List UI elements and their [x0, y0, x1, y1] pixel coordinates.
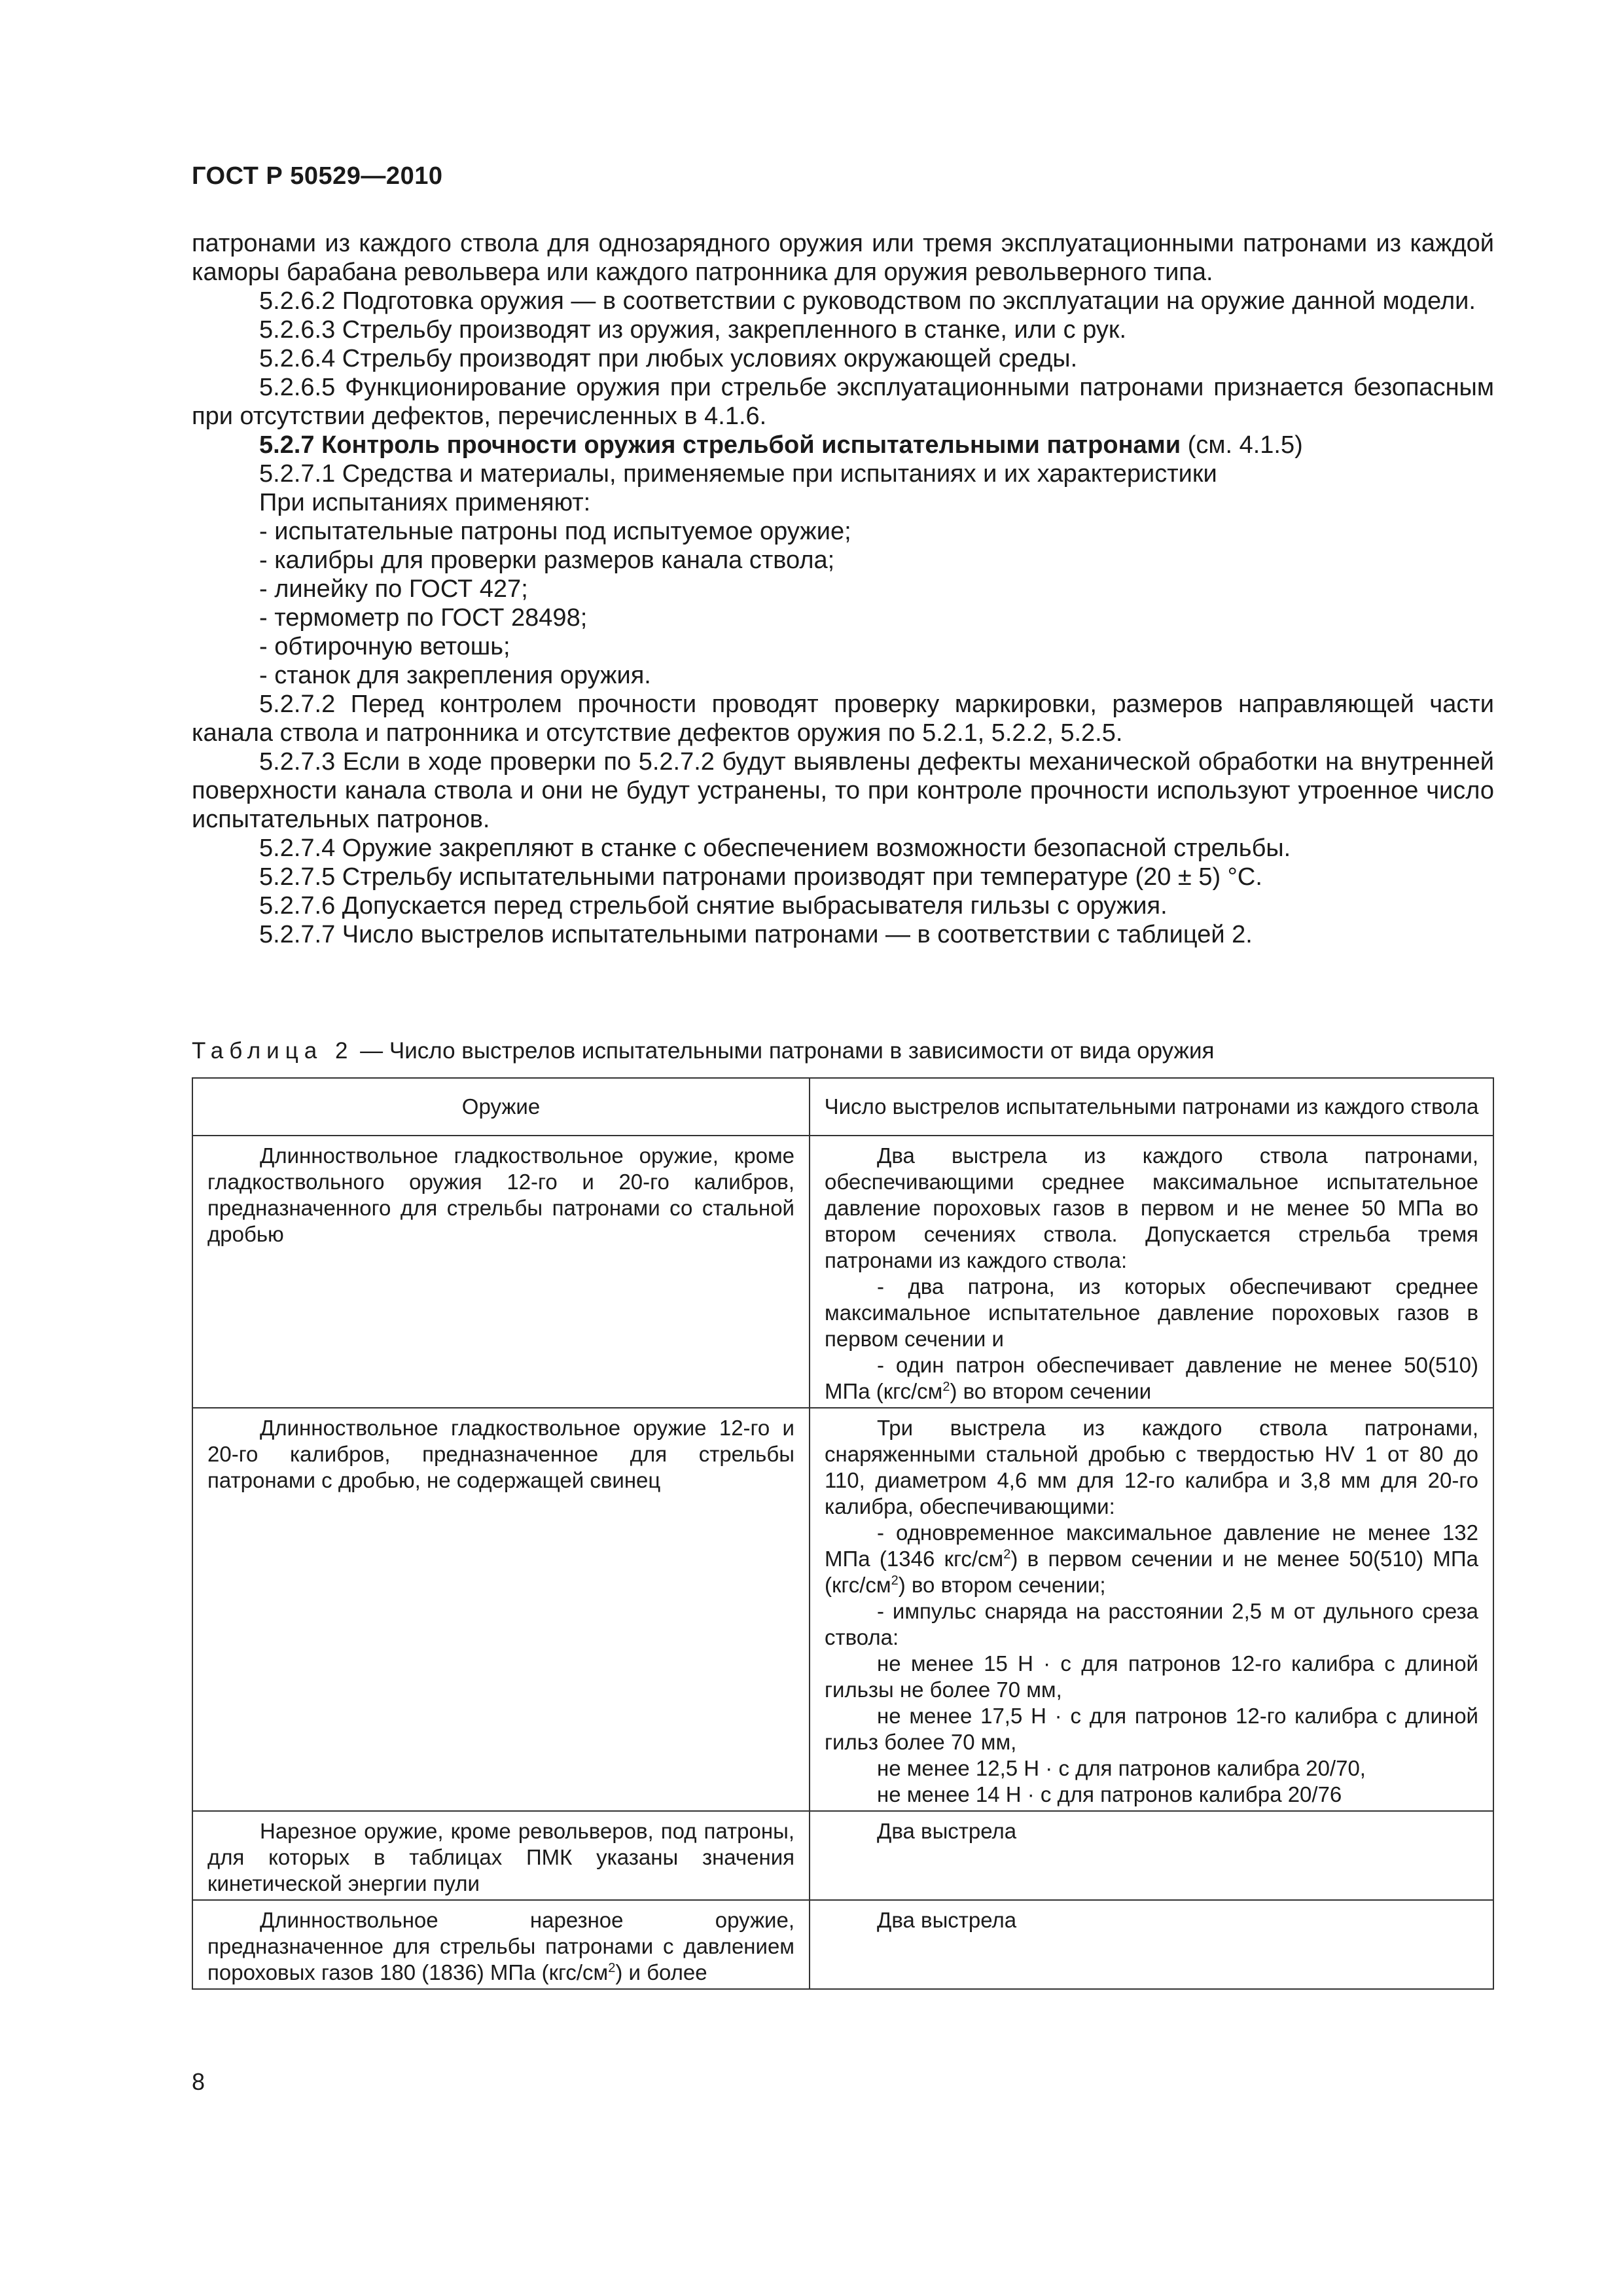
clause-5-2-6-2: 5.2.6.2 Подготовка оружия — в соответствии с руководством по эксплуатации на оружие данной модели.	[259, 287, 1476, 315]
shots-line: не менее 14 Н · с для патронов калибра 20/76	[877, 1782, 1342, 1806]
list-item: - испытательные патроны под испытуемое оружие;	[259, 518, 851, 545]
table-body	[192, 1136, 1493, 1989]
clause-5-2-7-6: 5.2.7.6 Допускается перед стрельбой снятие выбрасывателя гильзы с оружия.	[259, 892, 1168, 920]
clause-5-2-6-4: 5.2.6.4 Стрельбу производят при любых условиях окружающей среды.	[259, 345, 1078, 372]
clause-5-2-7-4: 5.2.7.4 Оружие закрепляют в станке с обеспечением возможности безопасной стрельбы.	[259, 834, 1291, 862]
shots-cell	[810, 1408, 1493, 1811]
shots-line: Три выстрела из каждого ствола патронами, снаряженными стальной дробью с твердостью HV 1 от 80 до 110, диаметром 4,6 мм для 12-го калибра и 3,8 мм для 20-го калибра, обеспечивающими:	[825, 1416, 1478, 1518]
weapon-cell-content	[207, 1907, 794, 1986]
shots-line: Два выстрела	[877, 1908, 1017, 1932]
table-caption-text: — Число выстрелов испытательными патронами в зависимости от вида оружия	[353, 1038, 1215, 1064]
weapon-cell-content	[207, 1415, 794, 1494]
list-item: - станок для закрепления оружия.	[259, 662, 651, 689]
clause-5-2-7-7: 5.2.7.7 Число выстрелов испытательными патронами — в соответствии с таблицей 2.	[259, 921, 1253, 948]
shots-line: Два выстрела из каждого ствола патронами, обеспечивающими среднее максимальное испытательное давление пороховых газов в первом и не менее 50 МПа во втором сечениях ствола. Допускается стрельба тремя патронами из каждого ствола:	[825, 1143, 1478, 1272]
list-item: - термометр по ГОСТ 28498;	[259, 604, 588, 632]
shots-line: Два выстрела	[877, 1819, 1017, 1843]
shots-cell	[810, 1136, 1493, 1408]
section-heading-bold: 5.2.7 Контроль прочности оружия стрельбой испытательными патронами	[259, 431, 1181, 459]
shots-cell-content	[825, 1818, 1478, 1844]
weapon-cell-content	[207, 1818, 794, 1897]
clause-5-2-7-5: 5.2.7.5 Стрельбу испытательными патронами производят при температуре (20 ± 5) °С.	[259, 863, 1262, 891]
page-number: 8	[192, 2068, 205, 2095]
weapon-description: Длинноствольное гладкоствольное оружие, кроме гладкоствольного оружия 12-го и 20-го калибров, предназначенного для стрельбы патронами со стальной дробью	[207, 1143, 794, 1246]
column-header-weapon: Оружие	[192, 1078, 810, 1136]
clause-5-2-6-3: 5.2.6.3 Стрельбу производят из оружия, закрепленного в станке, или с рук.	[259, 316, 1127, 344]
weapon-cell	[192, 1136, 810, 1408]
section-heading-5-2-7	[192, 431, 1494, 459]
section-heading-reference: (см. 4.1.5)	[1181, 431, 1303, 459]
superscript-2: 2	[608, 1961, 616, 1975]
shots-cell	[810, 1900, 1493, 1989]
weapon-cell	[192, 1900, 810, 1989]
superscript-2: 2	[1003, 1547, 1011, 1562]
clause-5-2-6-5: 5.2.6.5 Функционирование оружия при стрельбе эксплуатационными патронами признается безопасным при отсутствии дефектов, перечисленных в 4.1.6.	[192, 374, 1494, 430]
shots-line: не менее 12,5 Н · с для патронов калибра 20/70,	[877, 1756, 1366, 1780]
table-header-row	[192, 1078, 1493, 1136]
document-code-header: ГОСТ Р 50529—2010	[192, 162, 443, 190]
weapon-description: Длинноствольное гладкоствольное оружие 12-го и 20-го калибров, предназначенное для стрельбы патронами с дробью, не содержащей свинец	[207, 1416, 794, 1492]
table-row	[192, 1811, 1493, 1900]
clause-5-2-7-2: 5.2.7.2 Перед контролем прочности проводят проверку маркировки, размеров направляющей части канала ствола и патронника и отсутствие дефектов оружия по 5.2.1, 5.2.2, 5.2.5.	[192, 691, 1494, 747]
table-caption	[192, 1037, 1494, 1066]
weapon-description: Нарезное оружие, кроме револьверов, под патроны, для которых в таблицах ПМК указаны значения кинетической энергии пули	[207, 1819, 794, 1895]
shots-cell	[810, 1811, 1493, 1900]
shots-line: - один патрон обеспечивает давление не менее 50(510) МПа $(кгс/см^2)$ во втором сечении	[825, 1353, 1478, 1403]
table-row	[192, 1900, 1493, 1989]
shots-line: - одновременное максимальное давление не менее 132 МПа (1346 кгс/$см^2$) в первом сечении и не менее 50(510) МПа $(кгс/см^2)$ во втором сечении;	[825, 1520, 1478, 1597]
shots-cell-content	[825, 1907, 1478, 1933]
list-item: - калибры для проверки размеров канала ствола;	[259, 547, 835, 574]
shots-cell-content	[825, 1143, 1478, 1405]
table-row	[192, 1136, 1493, 1408]
superscript-2: 2	[891, 1573, 899, 1588]
list-item: - обтирочную ветошь;	[259, 633, 510, 660]
shots-line: - импульс снаряда на расстоянии 2,5 м от дульного среза ствола:	[825, 1599, 1478, 1649]
shots-line: не менее 17,5 Н · с для патронов 12-го калибра с длиной гильз более 70 мм,	[825, 1704, 1478, 1754]
list-item: - линейку по ГОСТ 427;	[259, 575, 528, 603]
column-header-shots: Число выстрелов испытательными патронами из каждого ствола	[810, 1078, 1493, 1136]
shots-line: - два патрона, из которых обеспечивают среднее максимальное испытательное давление пороховых газов в первом сечении и	[825, 1274, 1478, 1351]
table-2	[192, 1077, 1494, 1990]
superscript-2: 2	[942, 1380, 950, 1394]
clause-5-2-7-3: 5.2.7.3 Если в ходе проверки по 5.2.7.2 будут выявлены дефекты механической обработки на внутренней поверхности канала ствола и они не будут устранены, то при контроле прочности используют утроенное число испытательных патронов.	[192, 748, 1494, 833]
table-row	[192, 1408, 1493, 1811]
weapon-cell	[192, 1408, 810, 1811]
shots-line: не менее 15 Н · с для патронов 12-го калибра с длиной гильзы не более 70 мм,	[825, 1651, 1478, 1702]
shots-cell-content	[825, 1415, 1478, 1808]
clause-5-2-7-1: 5.2.7.1 Средства и материалы, применяемые при испытаниях и их характеристики	[259, 460, 1217, 488]
weapon-cell-content	[207, 1143, 794, 1247]
weapon-cell	[192, 1811, 810, 1900]
paragraph: патронами из каждого ствола для однозарядного оружия или тремя эксплуатационными патронами из каждой каморы барабана револьвера или каждого патронника для оружия револьверного типа.	[192, 230, 1494, 286]
table-caption-label: Таблица 2	[192, 1038, 354, 1064]
list-intro: При испытаниях применяют:	[259, 489, 591, 516]
weapon-description: Длинноствольное нарезное оружие, предназначенное для стрельбы патронами с давлением пороховых газов 180 (1836) МПа $(кгс/см^2)$ и более	[207, 1908, 794, 1984]
body-text	[192, 229, 1494, 949]
